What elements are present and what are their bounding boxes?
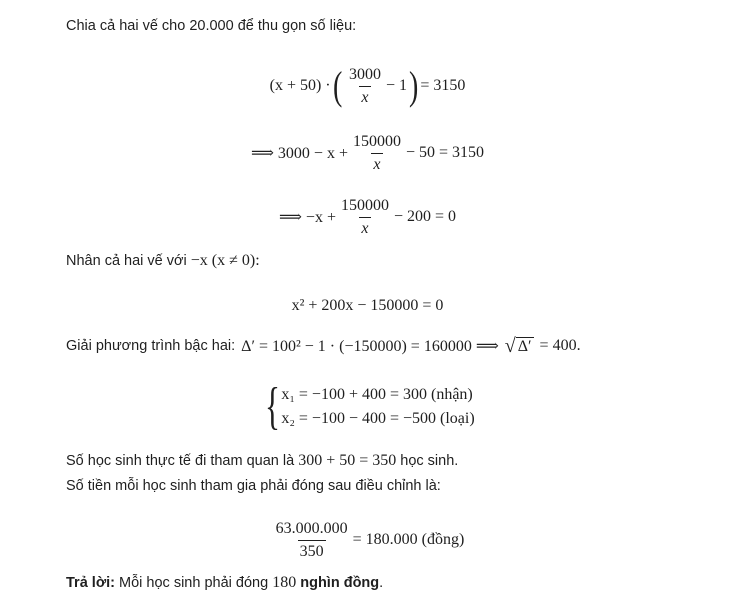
eq1-denominator: x [359, 86, 370, 107]
eq4-text: x² + 200x − 150000 = 0 [291, 297, 444, 314]
eq1-numerator: 3000 [348, 65, 381, 83]
answer-number: 180 [272, 574, 297, 591]
answer-bold: nghìn đồng [300, 575, 380, 591]
eq1-fraction [347, 66, 383, 107]
right-paren: ) [408, 63, 419, 108]
root-1: x₁ = −100 + 400 = 300 (nhận) [281, 386, 473, 403]
multiply-math: −x (x ≠ 0): [190, 252, 260, 269]
equation-3 [0, 192, 735, 242]
students-text-2: học sinh. [400, 453, 459, 469]
multiply-line [66, 252, 260, 270]
intro-line [66, 18, 356, 34]
equation-1 [0, 58, 735, 114]
sqrt-result: = 400. [539, 337, 581, 354]
left-paren: ( [332, 63, 342, 108]
solve-text: Giải phương trình bậc hai: [66, 338, 236, 354]
fee-numerator: 63.000.000 [275, 519, 348, 537]
eq3-fraction [339, 197, 391, 238]
equation-4 [0, 294, 735, 318]
eq3-denominator: x [359, 217, 370, 238]
eq2-prefix: ⟹ 3000 − x + [250, 145, 348, 162]
fee-equation [0, 516, 735, 564]
delta-math: Δ′ = 100² − 1 · (−150000) = 160000 ⟹ [241, 338, 499, 355]
sqrt-argument: Δ′ [517, 338, 532, 355]
eq2-denominator: x [371, 153, 382, 174]
answer-text-1: Mỗi học sinh phải đóng [119, 575, 269, 591]
students-math: 300 + 50 = 350 [298, 452, 397, 469]
answer-label: Trả lời: [66, 575, 115, 591]
students-line [66, 452, 458, 470]
eq1-right: = 3150 [420, 77, 466, 94]
fee-line [66, 478, 441, 494]
roots-list [281, 383, 474, 431]
eq2-fraction [351, 133, 403, 174]
root-2: x₂ = −100 − 400 = −500 (loại) [281, 410, 475, 427]
answer-end: . [379, 575, 384, 591]
answer-line [66, 574, 383, 592]
intro-text: Chia cả hai vế cho 20.000 để thu gọn số liệu: [66, 18, 357, 34]
eq3-numerator: 150000 [340, 196, 389, 214]
multiply-text: Nhân cả hai vế với [66, 253, 187, 269]
eq3-prefix: ⟹ −x + [278, 209, 336, 226]
left-brace: { [265, 378, 281, 435]
fee-denominator: 350 [298, 540, 326, 561]
roots-system [0, 380, 735, 434]
eq1-left: (x + 50) · [269, 77, 331, 94]
fee-text: Số tiền mỗi học sinh tham gia phải đóng sau điều chỉnh là: [66, 478, 441, 494]
fee-right: = 180.000 (đồng) [352, 531, 465, 548]
sqrt-delta [505, 336, 534, 356]
eq3-tail: − 200 = 0 [393, 208, 457, 225]
fee-fraction [274, 520, 350, 561]
solve-line [66, 336, 581, 356]
equation-2 [0, 128, 735, 178]
eq2-tail: − 50 = 3150 [405, 144, 485, 161]
eq1-tail: − 1 [385, 77, 407, 94]
eq2-numerator: 150000 [352, 132, 401, 150]
sqrt-symbol: √ [504, 335, 516, 357]
students-text-1: Số học sinh thực tế đi tham quan là [66, 453, 295, 469]
